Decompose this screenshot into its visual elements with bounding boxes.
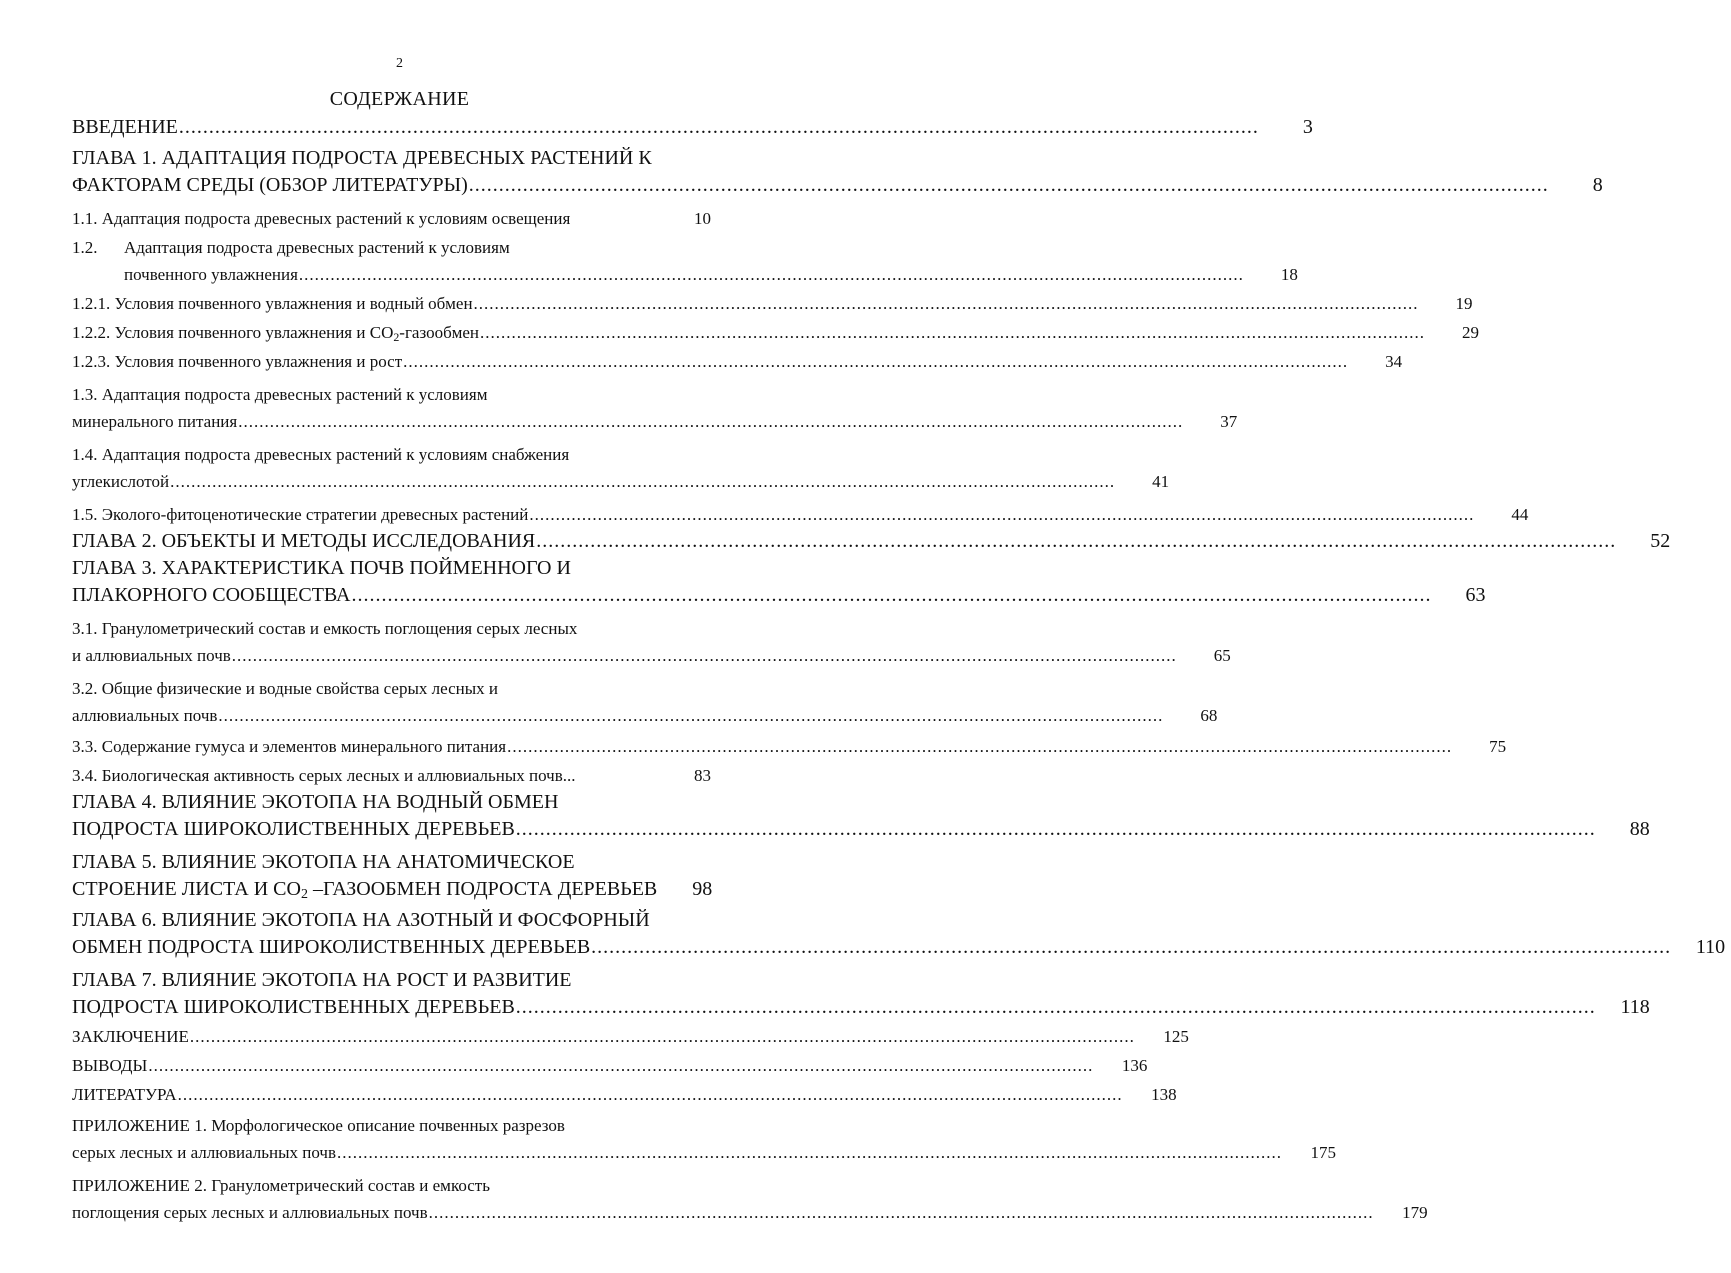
toc-entry-text: ПОДРОСТА ШИРОКОЛИСТВЕННЫХ ДЕРЕВЬЕВ xyxy=(72,996,515,1018)
page-ref: 18 xyxy=(1280,265,1298,284)
toc-text-part: 1.2.2. Условия почвенного увлажнения и CO xyxy=(72,323,394,342)
toc-entry-text: серых лесных и аллювиальных почв xyxy=(72,1143,337,1162)
toc-entry-text: поглощения серых лесных и аллювиальных почв xyxy=(72,1203,428,1222)
page-ref: 34 xyxy=(1385,352,1403,371)
toc-entry-last-line xyxy=(72,1139,1337,1166)
toc-entry-last-line xyxy=(72,1199,1428,1226)
toc-entry[interactable] xyxy=(72,1081,1177,1108)
toc-entry-last-line xyxy=(72,1023,1189,1050)
leader-dots: .................................................................................................................................................................................... xyxy=(218,706,1164,725)
toc-entry[interactable] xyxy=(72,1172,1428,1226)
page-ref: 52 xyxy=(1650,530,1671,552)
toc-text-part: СТРОЕНИЕ ЛИСТА И CO xyxy=(72,878,301,900)
leader-dots: .................................................................................................................................................................................... xyxy=(473,294,1419,313)
page-ref: 118 xyxy=(1620,996,1650,1018)
page-ref: 65 xyxy=(1213,646,1231,665)
toc-entry-last-line xyxy=(72,468,1170,495)
page-ref: 44 xyxy=(1511,505,1529,524)
toc-entry[interactable] xyxy=(72,381,1238,435)
table-of-contents xyxy=(72,114,1726,1226)
page-ref: 75 xyxy=(1489,737,1507,756)
page-ref: 63 xyxy=(1465,584,1486,606)
toc-entry-text: аллювиальных почв xyxy=(72,706,218,725)
leader-dots: .................................................................................................................................................................................... xyxy=(231,646,1177,665)
toc-entry-last-line xyxy=(72,114,1313,141)
toc-entry[interactable] xyxy=(72,1112,1337,1166)
toc-entry[interactable] xyxy=(72,290,1473,317)
toc-entry[interactable] xyxy=(72,615,1231,669)
toc-text-part: –ГАЗООБМЕН ПОДРОСТА ДЕРЕВЬЕВ xyxy=(307,878,658,900)
toc-entry-text: ЗАКЛЮЧЕНИЕ xyxy=(72,1027,189,1046)
leader-dots: .................................................................................................................................................................................... xyxy=(515,818,1596,840)
toc-entry-line: 3.2. Общие физические и водные свойства серых лесных и xyxy=(72,679,498,698)
toc-entry[interactable] xyxy=(72,789,1650,843)
toc-entry-last-line xyxy=(72,582,1486,609)
toc-entry-line: ГЛАВА 5. ВЛИЯНИЕ ЭКОТОПА НА АНАТОМИЧЕСКОЕ xyxy=(72,851,575,873)
toc-entry-text: и аллювиальных почв xyxy=(72,646,231,665)
toc-entry-last-line xyxy=(72,702,1218,729)
toc-entry-last-line xyxy=(72,642,1231,669)
toc-entry-text: ПОДРОСТА ШИРОКОЛИСТВЕННЫХ ДЕРЕВЬЕВ xyxy=(72,818,515,840)
page-ref: 175 xyxy=(1310,1143,1337,1162)
leader-dots: .................................................................................................................................................................................... xyxy=(170,472,1116,491)
toc-entry-text: ВЫВОДЫ xyxy=(72,1056,148,1075)
toc-entry-text: 3.4. Биологическая активность серых лесных и аллювиальных почв... xyxy=(72,766,576,785)
toc-entry-last-line xyxy=(72,994,1650,1021)
toc-entry-last-line xyxy=(72,261,1298,288)
toc-entry[interactable] xyxy=(72,967,1650,1021)
leader-dots: .................................................................................................................................................................................... xyxy=(591,936,1672,958)
toc-entry[interactable] xyxy=(72,441,1170,495)
toc-entry[interactable] xyxy=(72,1023,1189,1050)
toc-entry[interactable] xyxy=(72,762,717,789)
toc-entry-text: 1.1. Адаптация подроста древесных растений к условиям освещения xyxy=(72,209,571,228)
toc-entry-last-line xyxy=(72,528,1671,555)
toc-entry-text: ВВЕДЕНИЕ xyxy=(72,116,178,138)
page-ref: 37 xyxy=(1220,412,1238,431)
toc-entry-last-line xyxy=(72,934,1726,961)
page-ref: 138 xyxy=(1151,1085,1177,1104)
leader-dots: .................................................................................................................................................................................... xyxy=(189,1027,1135,1046)
leader-dots: .................................................................................................................................................................................... xyxy=(529,505,1475,524)
toc-entry[interactable] xyxy=(72,849,717,903)
leader-dots: .................................................................................................................................................................................... xyxy=(403,352,1349,371)
toc-entry[interactable] xyxy=(72,205,717,232)
page-ref: 136 xyxy=(1121,1056,1148,1075)
toc-entry[interactable] xyxy=(72,555,1486,609)
page-ref: 88 xyxy=(1629,818,1650,840)
toc-entry-last-line xyxy=(72,172,1603,199)
toc-entry-line: 3.1. Гранулометрический состав и емкость поглощения серых лесных xyxy=(72,619,578,638)
toc-entry-last-line xyxy=(72,762,717,789)
section-number: 1.2. xyxy=(72,238,98,257)
page-ref: 179 xyxy=(1402,1203,1428,1222)
toc-entry-last-line xyxy=(72,348,1403,375)
leader-dots: .................................................................................................................................................................................... xyxy=(298,265,1244,284)
toc-entry-last-line xyxy=(72,733,1507,760)
leader-dots: .................................................................................................................................................................................... xyxy=(507,737,1453,756)
toc-entry[interactable] xyxy=(72,675,1218,729)
leader-dots: .................................................................................................................................................................................... xyxy=(468,174,1549,196)
page-ref: 68 xyxy=(1200,706,1218,725)
page-ref: 98 xyxy=(692,878,713,900)
toc-text-part: Адаптация подроста древесных растений к условиям xyxy=(124,238,510,257)
toc-entry[interactable] xyxy=(72,234,1298,288)
leader-dots: .................................................................................................................................................................................... xyxy=(178,116,1259,138)
toc-entry-last-line xyxy=(72,816,1650,843)
toc-entry-text: ГЛАВА 2. ОБЪЕКТЫ И МЕТОДЫ ИССЛЕДОВАНИЯ xyxy=(72,530,536,552)
page-ref: 110 xyxy=(1695,936,1726,958)
toc-entry[interactable] xyxy=(72,145,1603,199)
toc-entry-line: ГЛАВА 3. ХАРАКТЕРИСТИКА ПОЧВ ПОЙМЕННОГО И xyxy=(72,557,571,579)
toc-entry-last-line xyxy=(72,1081,1177,1108)
toc-entry-line: ПРИЛОЖЕНИЕ 1. Морфологическое описание почвенных разрезов xyxy=(72,1116,565,1135)
toc-entry-text xyxy=(72,876,657,903)
page-number: 2 xyxy=(396,56,403,71)
leader-dots: .................................................................................................................................................................................... xyxy=(337,1143,1283,1162)
leader-dots: .................................................................................................................................................................................... xyxy=(177,1085,1123,1104)
toc-entry-line: ПРИЛОЖЕНИЕ 2. Гранулометрический состав и емкость xyxy=(72,1176,490,1195)
toc-entry-last-line xyxy=(72,1052,1148,1079)
toc-entry[interactable] xyxy=(72,1052,1148,1079)
page-ref: 19 xyxy=(1455,294,1473,313)
page-ref: 10 xyxy=(694,209,711,228)
leader-dots: .................................................................................................................................................................................... xyxy=(536,530,1617,552)
toc-entry[interactable] xyxy=(72,501,1529,528)
leader-dots: .................................................................................................................................................................................... xyxy=(428,1203,1374,1222)
page-ref: 125 xyxy=(1163,1027,1189,1046)
subscript: 2 xyxy=(300,887,308,902)
toc-title: СОДЕРЖАНИЕ xyxy=(329,88,470,110)
toc-entry-text: 3.3. Содержание гумуса и элементов минерального питания xyxy=(72,737,507,756)
toc-entry-text: углекислотой xyxy=(72,472,170,491)
toc-text-part: -газообмен xyxy=(399,323,479,342)
toc-entry-last-line xyxy=(72,408,1238,435)
leader-dots: .................................................................................................................................................................................... xyxy=(148,1056,1094,1075)
toc-entry-last-line xyxy=(72,205,717,232)
toc-entry-last-line xyxy=(72,501,1529,528)
page-ref: 41 xyxy=(1152,472,1170,491)
leader-dots: .................................................................................................................................................................................... xyxy=(515,996,1596,1018)
toc-entry[interactable] xyxy=(72,114,1313,141)
toc-entry-text: 1.2.1. Условия почвенного увлажнения и водный обмен xyxy=(72,294,473,313)
toc-entry[interactable] xyxy=(72,907,1726,961)
page-ref: 8 xyxy=(1592,174,1603,196)
toc-entry-text: ФАКТОРАМ СРЕДЫ (ОБЗОР ЛИТЕРАТУРЫ) xyxy=(72,174,468,196)
toc-entry-line: 1.3. Адаптация подроста древесных растений к условиям xyxy=(72,385,488,404)
toc-entry-text xyxy=(72,319,479,346)
toc-entry[interactable] xyxy=(72,319,1479,346)
leader-dots: .................................................................................................................................................................................... xyxy=(351,584,1432,606)
toc-entry-line xyxy=(72,234,717,261)
toc-entry[interactable] xyxy=(72,528,1671,555)
toc-entry-text: 1.5. Эколого-фитоценотические стратегии древесных растений xyxy=(72,505,529,524)
toc-entry-line: ГЛАВА 7. ВЛИЯНИЕ ЭКОТОПА НА РОСТ И РАЗВИТИЕ xyxy=(72,969,572,991)
page-ref: 83 xyxy=(694,766,711,785)
page-ref: 3 xyxy=(1302,116,1313,138)
toc-entry-last-line xyxy=(72,290,1473,317)
subscript: 2 xyxy=(393,330,400,344)
toc-entry-line: ГЛАВА 1. АДАПТАЦИЯ ПОДРОСТА ДРЕВЕСНЫХ РАСТЕНИЙ К xyxy=(72,147,652,169)
leader-dots: .................................................................................................................................................................................... xyxy=(479,323,1425,342)
toc-entry-line: ГЛАВА 4. ВЛИЯНИЕ ЭКОТОПА НА ВОДНЫЙ ОБМЕН xyxy=(72,791,559,813)
toc-entry-text: минерального питания xyxy=(72,412,238,431)
toc-entry-line: 1.4. Адаптация подроста древесных растений к условиям снабжения xyxy=(72,445,570,464)
toc-entry-text: почвенного увлажнения xyxy=(124,265,298,284)
toc-entry[interactable] xyxy=(72,348,1403,375)
toc-entry-text: ОБМЕН ПОДРОСТА ШИРОКОЛИСТВЕННЫХ ДЕРЕВЬЕВ xyxy=(72,936,591,958)
toc-entry-text: 1.2.3. Условия почвенного увлажнения и рост xyxy=(72,352,403,371)
leader-dots: .................................................................................................................................................................................... xyxy=(238,412,1184,431)
toc-entry-text: ПЛАКОРНОГО СООБЩЕСТВА xyxy=(72,584,351,606)
toc-entry-text: ЛИТЕРАТУРА xyxy=(72,1085,177,1104)
page-ref: 29 xyxy=(1461,323,1479,342)
toc-entry[interactable] xyxy=(72,733,1507,760)
toc-entry-line: ГЛАВА 6. ВЛИЯНИЕ ЭКОТОПА НА АЗОТНЫЙ И ФОСФОРНЫЙ xyxy=(72,909,650,931)
